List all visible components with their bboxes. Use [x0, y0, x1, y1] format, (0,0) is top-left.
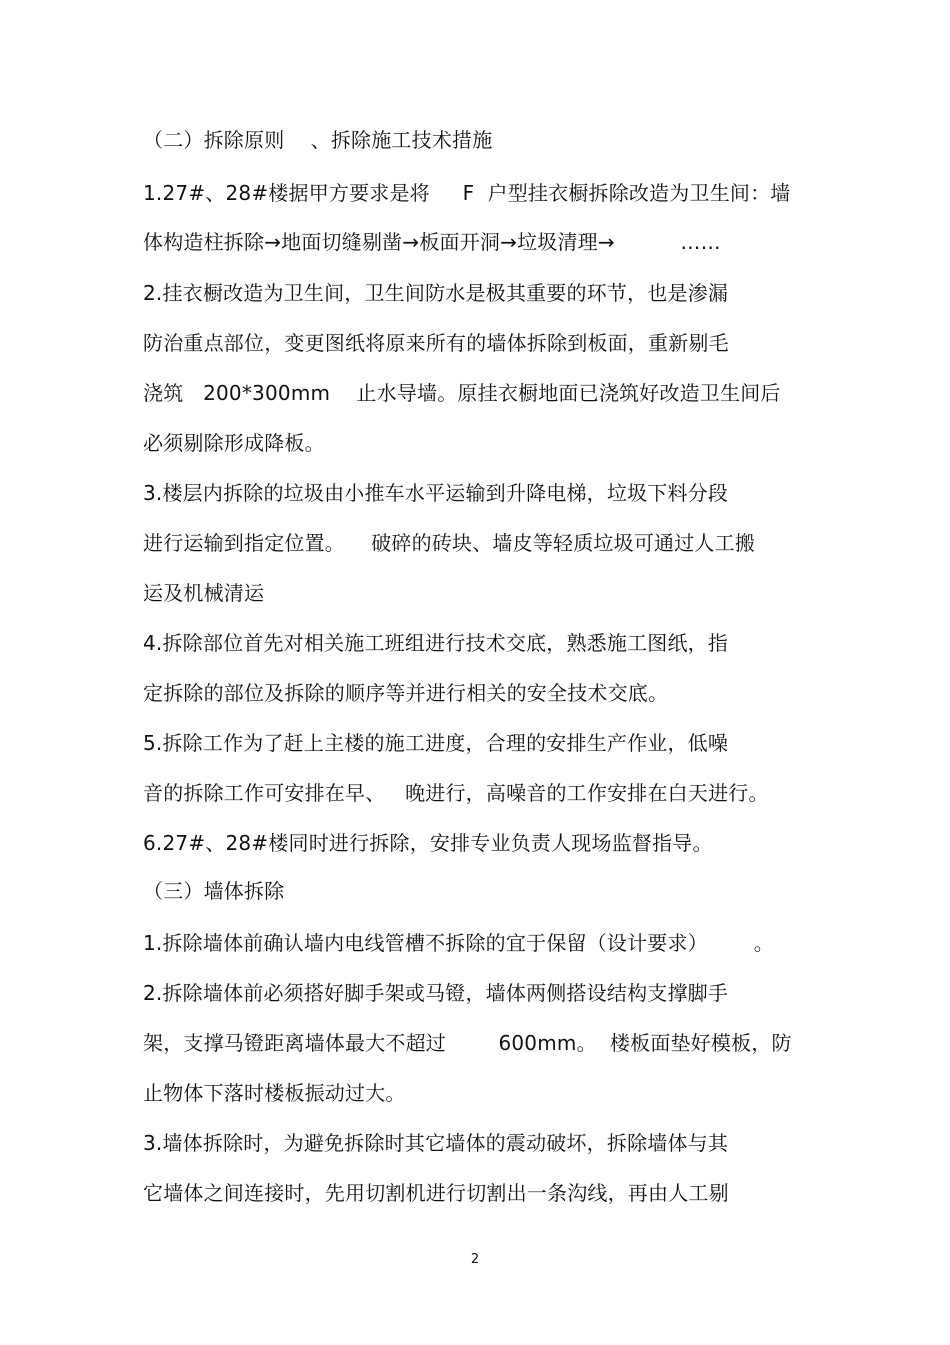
section-heading-wall-demolition: （三）墙体拆除: [143, 879, 285, 903]
page-number: 2: [470, 1252, 480, 1267]
paragraph-line: 3.墙体拆除时，为避免拆除时其它墙体的震动破坏，拆除墙体与其: [143, 1131, 729, 1155]
paragraph-line: 6.27#、28#楼同时进行拆除，安排专业负责人现场监督指导。: [143, 831, 713, 855]
paragraph-line: 止物体下落时楼板振动过大。: [143, 1081, 406, 1105]
paragraph-line: 1.27#、28#楼据甲方要求是将 F 户型挂衣橱拆除改造为卫生间：墙: [143, 181, 791, 205]
paragraph-line: 它墙体之间连接时，先用切割机进行切割出一条沟线，再由人工剔: [143, 1181, 729, 1205]
paragraph-line: 架，支撑马镫距离墙体最大不超过 600mm。 楼板面垫好模板，防: [143, 1031, 792, 1055]
paragraph-line: 防治重点部位，变更图纸将原来所有的墙体拆除到板面，重新剔毛: [143, 331, 729, 355]
paragraph-line: 浇筑 200*300mm 止水导墙。原挂衣橱地面已浇筑好改造卫生间后: [143, 381, 781, 405]
paragraph-line: 运及机械清运: [143, 581, 265, 605]
paragraph-line: 进行运输到指定位置。 破碎的砖块、墙皮等轻质垃圾可通过人工搬: [143, 531, 756, 555]
paragraph-line: 2.拆除墙体前必须搭好脚手架或马镫，墙体两侧搭设结构支撑脚手: [143, 981, 729, 1005]
paragraph-line: 音的拆除工作可安排在早、 晚进行，高噪音的工作安排在白天进行。: [143, 781, 769, 805]
paragraph-line: 体构造柱拆除→地面切缝剔凿→板面开洞→垃圾清理→ ……: [143, 230, 721, 254]
paragraph-line: 5.拆除工作为了赶上主楼的施工进度，合理的安排生产作业，低噪: [143, 731, 729, 755]
paragraph-line: 必须剔除形成降板。: [143, 431, 325, 455]
paragraph-line: 定拆除的部位及拆除的顺序等并进行相关的安全技术交底。: [143, 681, 669, 705]
paragraph-line: 2.挂衣橱改造为卫生间，卫生间防水是极其重要的环节，也是渗漏: [143, 281, 729, 305]
paragraph-line: 1.拆除墙体前确认墙内电线管槽不拆除的宜于保留（设计要求） 。: [143, 931, 774, 955]
paragraph-line: 3.楼层内拆除的垃圾由小推车水平运输到升降电梯，垃圾下料分段: [143, 481, 729, 505]
paragraph-line: 4.拆除部位首先对相关施工班组进行技术交底，熟悉施工图纸，指: [143, 631, 729, 655]
section-heading-demolition-principles: （二）拆除原则 、拆除施工技术措施: [143, 128, 493, 152]
